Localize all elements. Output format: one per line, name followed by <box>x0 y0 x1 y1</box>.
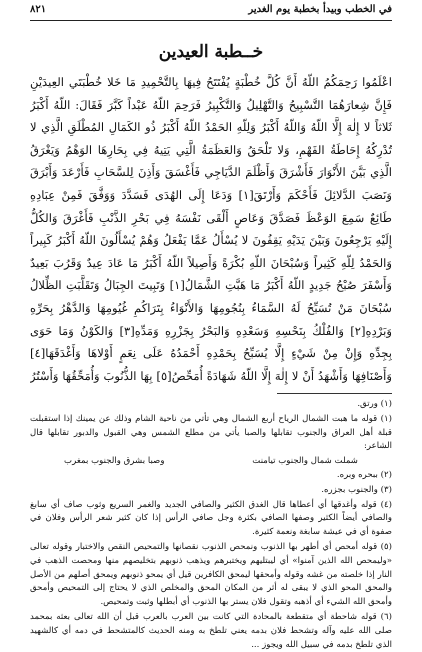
footnote-separator <box>277 393 392 394</box>
verse-hemistich: وصبا بشرق والجنوب بمغرب <box>64 456 165 467</box>
footnote: (٤) قوله وأغدقها أي أعطاها قال الغدق الكثير والصافي الجديد والغمر السريع وثوب صاف أي سابغ والصافي أيضاً الكثير وصفها الصافي بكثرة وجل صافي الرأس إذا كان كثير شعر الرأس وفلان في صفوة أي في عيشة سابغة ونعمة كثيرة. <box>30 499 392 538</box>
running-head-title: في الخطب وبيدأ بخطبة يوم الغدير <box>248 4 392 15</box>
header-rule <box>30 20 392 21</box>
footnote: (٦) قوله شاحطة أي متقطعة بالمحادة التي كانت بين العرب بالعرب قبل أن الله تعالى بعثه بمحمد صلى الله عليه وآله وتشحط فلان بدمه يعني تلطخ به ومنه الحديث كالمتشحط في دمه أي كالشهيد الذي تلطخ بدمه في سبيل الله ويجوز ... <box>30 611 392 650</box>
footnotes <box>30 398 392 652</box>
footnote: (٣) والجنوب بجزره. <box>321 484 392 495</box>
footnote: (٥) قوله أمحص أي أطهر بها الذنوب ونمحص الذنوب نقصانها والتمحيص النقص والاختبار وقوله تعالى «وليمحص الله الذين آمنوا» أي ليبتليهم ويختبرهم ويذهب ذنوبهم بتخليصهم منها ومحصت الذهب في النار إذا خلصته من غشه وقوله وأمحقها ليمحق الكافرين قيل أي يمحو ذنوبهم ويمحق أصلهم من الأصل والمحق المحو الذي لا يبقى له أثر من المكان المحق والمخلص الذي لا يحتاج إلى التمحيص وأمحق وأمحق الله الشيء أي أذهبه وتقول فلان يستر بها الذنوب أي أبطلها وثبت وتمحيص. <box>30 541 392 608</box>
sermon-title: خــطبة العيدين <box>158 42 264 62</box>
footnote: (٢) ببحره وبره. <box>336 469 392 480</box>
running-head <box>30 4 392 18</box>
footnote: (١) ورتق. <box>357 399 392 409</box>
poetry-verse <box>30 455 392 469</box>
sermon-body: اعْلَمُوا رَحِمَكُمُ اللّهُ أَنَّ كُلَّ خُطْبَةٍ يُفْتَتَحُ فِيهَا بِالتَّحْمِيدِ مَا خَلا خُطْبَتَي العِيدَيْنِ فَإِنَّ شِعارَهُمَا التَّسْبِيحُ وَالتَّهْلِيلُ وَالتَّكْبِيرُ فَرَحِمَ اللّهُ عَبْداً كَبَّرَ فَقَالَ: اللّهُ أَكْبَرُ ثَلاثاً لا إِلٰهَ إِلَّا اللّهُ وَاللّهُ أَكْبَرُ وَلِلّهِ الحَمْدُ اللّهُ أَكْبَرُ ذُو الكَمَالِ المُطْلَقِ الَّذِي لا تُدْرِكُهُ إِحَاطَةُ الفَهْمِ، وَلا تَلْحَقُ وَالعَظَمَةُ الَّتِي يَتِيهُ فِي بِحَارِهَا الوَهْمُ وَيَغْرَقُ الَّذِي بَيَّنَ الأَنْوَارَ فَأَشْرَقَ وَأَظْلَمَ الدَّيَاجِي فَأَغْسَقَ وَأَذِنَ لِلسَّحَابِ فَأَرْعَدَ وَأَبْرَقَ وَنَصَبَ الدَّلائِلَ فَأَحْكَمَ وَأَرْتَقَ[١] وَدَعَا إِلَى الهُدَى فَسَدَّدَ وَوَفَّقَ فَمِنْ عِبَادِهِ طَائِعٌ سَمِعَ الوَعْظَ فَصَدَّقَ وَعَاصٍ أَلْقَى نَفْسَهُ فِي بَحْرِ الذَّنْبِ فَأَغْرَقَ وَالكُلُّ إِلَيْهِ يَرْجِعُونَ وَبَيْنَ يَدَيْهِ يَقِفُونَ لا يُسْأَلُ عَمَّا يَفْعَلُ وَهُمْ يُسْأَلُونَ اللّهُ أَكْبَرُ كَبِيراً وَالحَمْدُ لِلّهِ كَثِيراً وَسُبْحَانَ اللّهِ بُكْرَةً وَأَصِيلاً اللّهُ أَكْبَرُ مَا عَادَ عِيدٌ وَقَرُبَ بَعِيدٌ وَأَسْفَرَ صُبْحُ جَدِيدٍ اللّهُ أَكْبَرُ مَا هَبَّتِ الشَّمَالُ[١] وَتَبِيتَ الجِبَالُ وَتَقَلَّبَتِ الظِّلالُ سُبْحَانَ مَنْ تُسَبِّحُ لَهُ السَّمَاءُ بِنُجُومِهَا وَالأَنْوَاءُ بِتَرَاكُمِ غُيُومِهَا وَالدَّهْرُ بِحَرِّهِ وَبَرْدِهِ[٢] وَالفُلْكُ بِنَحْسِهِ وَسَعْدِهِ وَالبَحْرُ بِجَزْرِهِ وَمَدِّهِ[٣] وَالكَوْنُ وَمَا حَوَى بِجِدِّهِ وَإِنْ مِنْ شَيْءٍ إِلَّا يُسَبِّحُ بِحَمْدِهِ أَحْمَدُهُ عَلَى نِعَمٍ أَوْلاهَا وَأَغْدَقَهَا[٤] وَأَصْنَافِهَا وَأَشْهَدُ أَنْ لا إِلٰهَ إِلَّا اللّهُ شَهَادَةً أُمَحِّصُ[٥] بِهَا الذُّنُوبَ وَأُمَحِّقُهَا وَأَسْتُرُ <box>30 75 392 383</box>
footnote: (١) قوله ما هبت الشمال الرياح أربع الشمال وهي تأتي من ناحية الشام وذلك عن يمينك إذا استقبلت قبلة أهل العراق والجنوب تقابلها والصبا يأتي من مطلع الشمس وهي القبول والدبور تقابلها قال الشاعر: <box>30 413 392 452</box>
page-number: ٨٢١ <box>30 4 47 15</box>
verse-hemistich: شملت شمال والجنوب تيامنت <box>252 456 358 467</box>
